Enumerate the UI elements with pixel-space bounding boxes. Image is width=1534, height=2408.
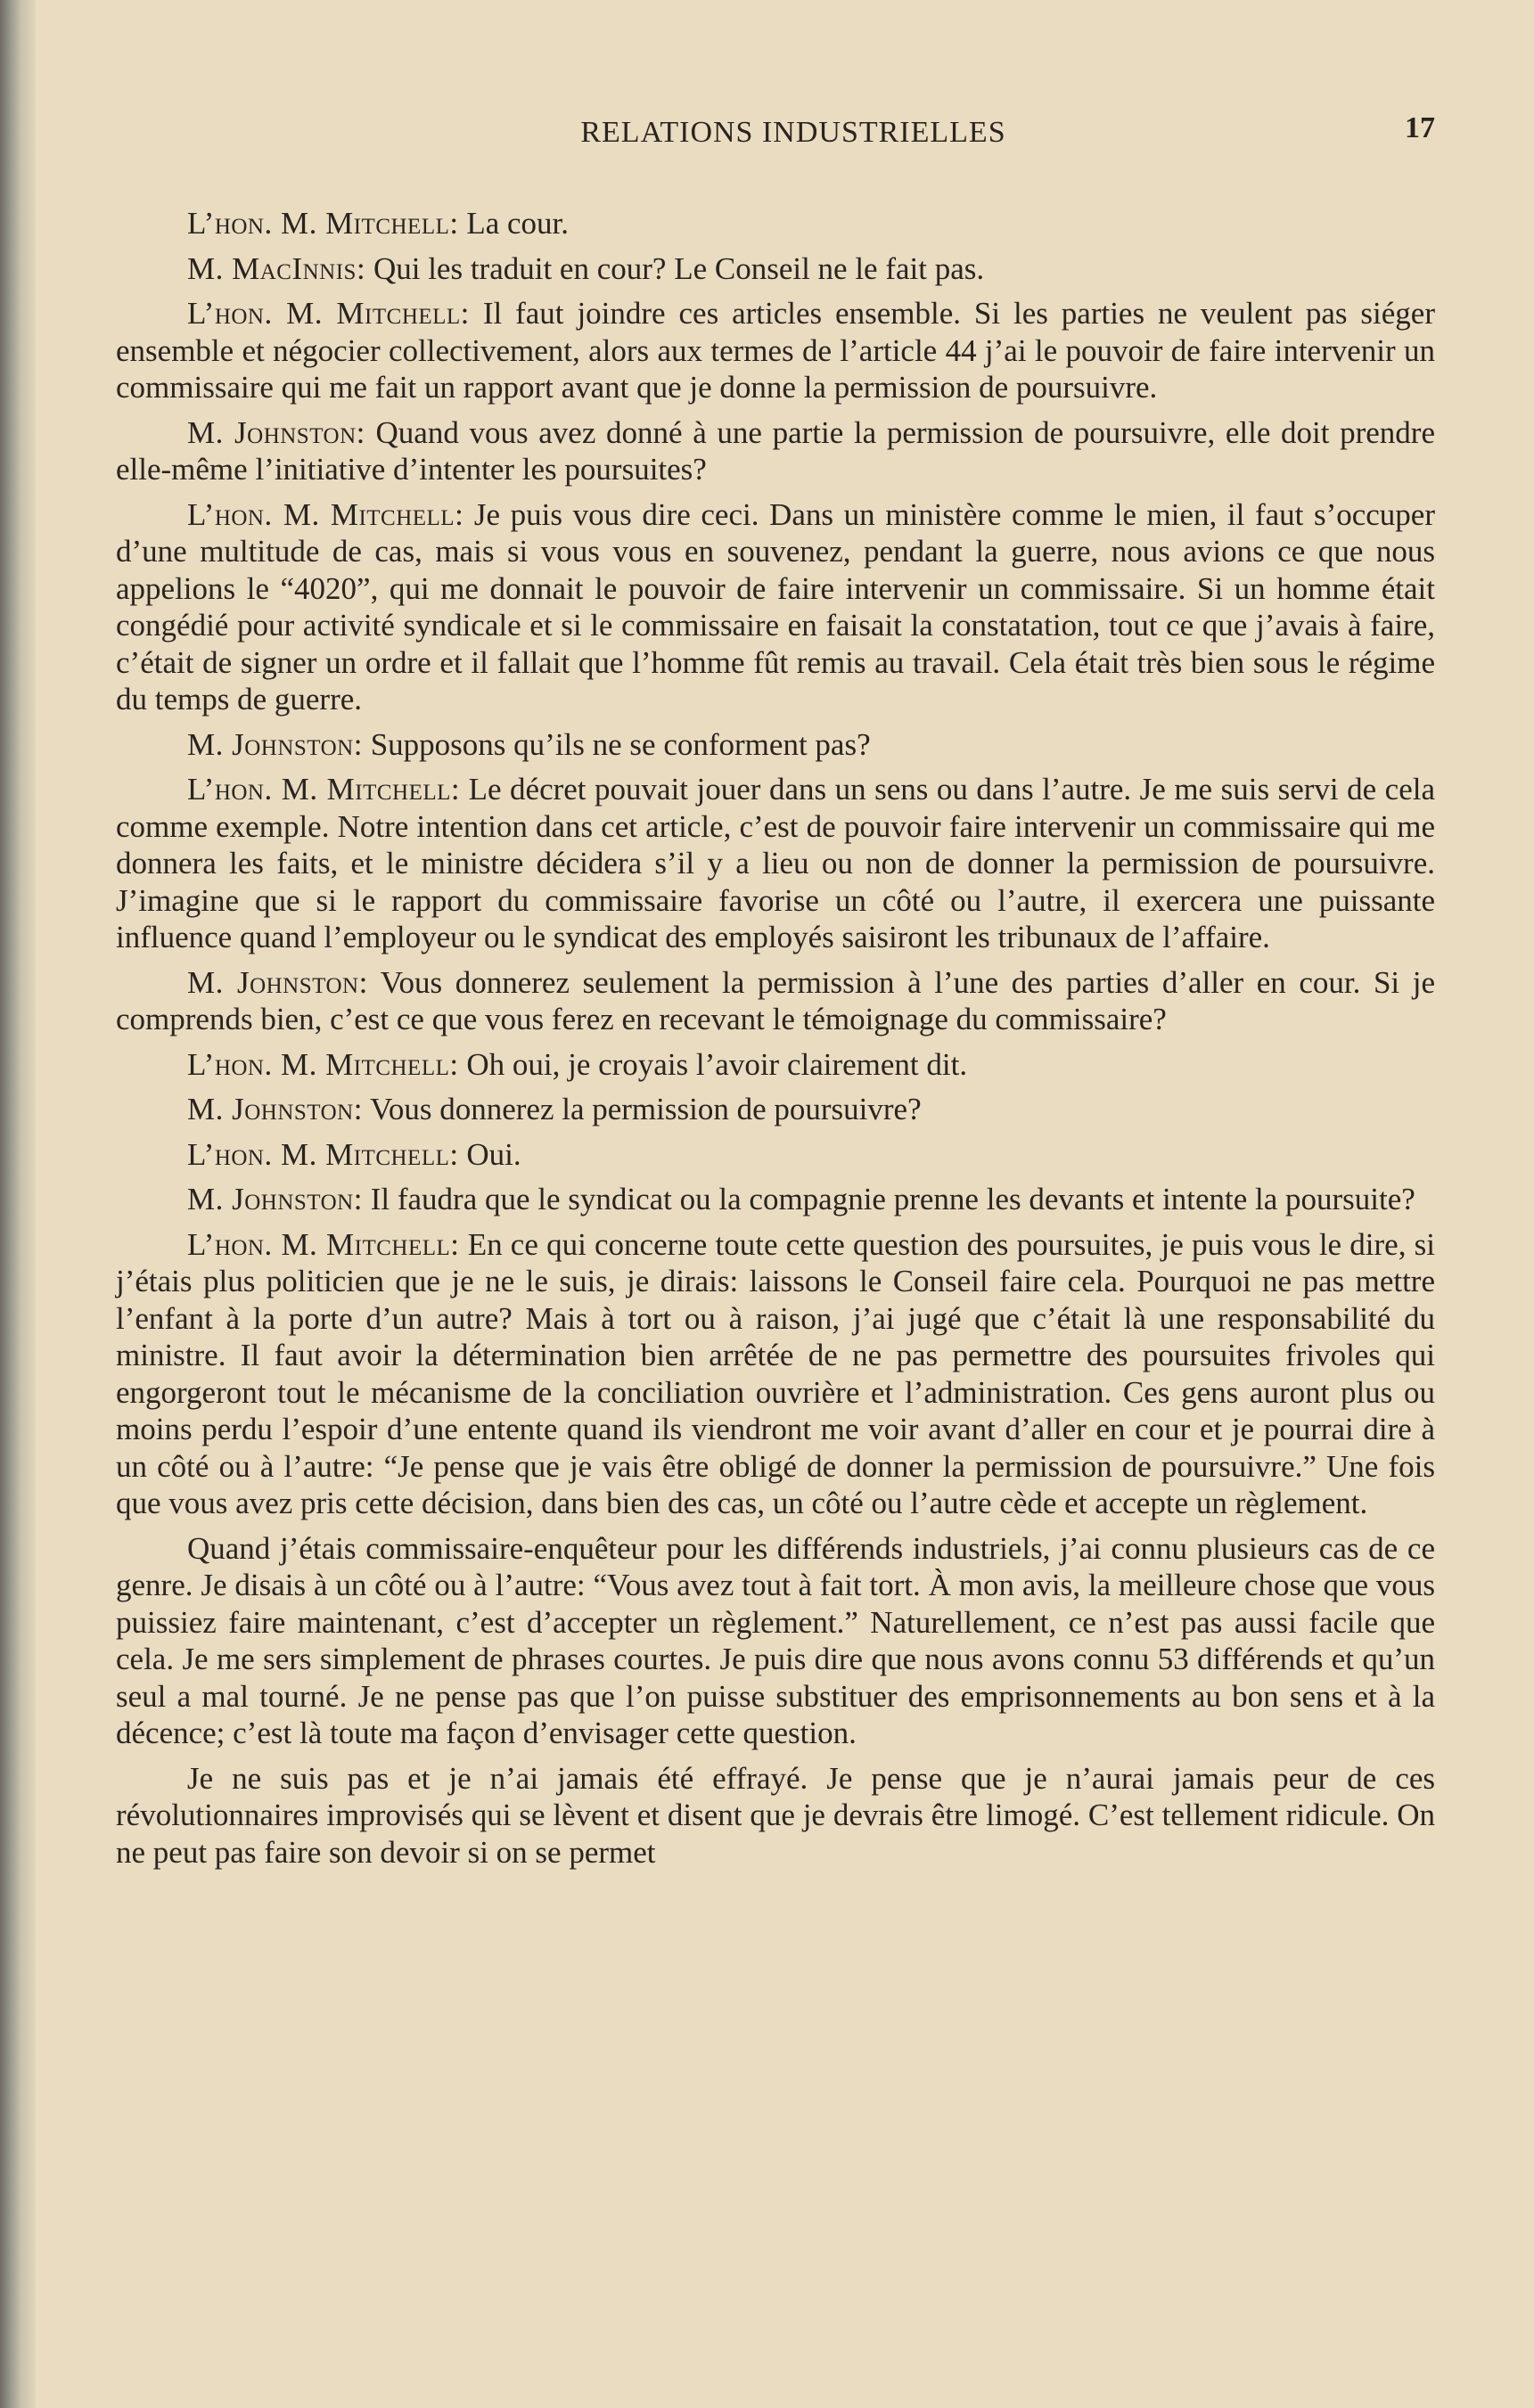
speaker-label: M. Johnston:: [187, 414, 365, 450]
paragraph-text: Oh oui, je croyais l’avoir clairement dit.: [458, 1046, 968, 1082]
paragraph-text: Quand vous avez donné à une partie la permission de poursuivre, elle doit prendre elle-même l’initiative d’intenter les poursuites?: [116, 414, 1435, 487]
paragraph-3: [116, 295, 1435, 406]
speaker-label: M. Johnston:: [187, 1182, 363, 1216]
paragraph-text: En ce qui concerne toute cette question des poursuites, je puis vous le dire, si j’étais plus politicien que je ne le suis, je dirais: laissons le Conseil faire cela. Pourquoi ne pas mettre l’enfant à la porte d’un autre? Mais à tort ou à raison, j’ai jugé que c’était là une responsabilité du ministre. Il faut avoir la détermination bien arrêtée de ne pas permettre des poursuites frivoles qui engorgeront tout le mécanisme de la conciliation ouvrière et l’administration. Ces gens auront plus ou moins perdu l’espoir d’une entente quand ils viendront me voir avant d’aller en cour et je pourrai dire à un côté ou à l’autre: “Je pense que je vais être obligé de donner la permission de poursuivre.” Une fois que vous avez pris cette décision, dans bien des cas, un côté ou l’autre cède et accepte un règlement.: [116, 1226, 1435, 1520]
running-title: RELATIONS INDUSTRIELLES: [580, 116, 1006, 149]
paragraph-text: Le décret pouvait jouer dans un sens ou dans l’autre. Je me suis servi de cela comme exemple. Notre intention dans cet article, c’est de pouvoir faire intervenir un commissaire qui me donnera les faits, et le ministre décidera s’il y a lieu ou non de donner la permission de poursuivre. J’imagine que si le rapport du commissaire favorise un côté ou l’autre, il exercera une puissante influence quand l’employeur ou le syndicat des employés saisiront les tribunaux de l’affaire.: [116, 772, 1435, 954]
paragraph-text: Je puis vous dire ceci. Dans un ministère comme le mien, il faut s’occuper d’une multitude de cas, mais si vous vous en souvenez, pendant la guerre, nous avions ce que nous appelions le “4020”, qui me donnait le pouvoir de faire intervenir un commissaire. Si un homme était congédié pour activité syndicale et si le commissaire en faisait la constatation, tout ce que j’avais à faire, c’était de signer un ordre et il fallait que l’homme fût remis au travail. Cela était très bien sous le régime du temps de guerre.: [116, 496, 1435, 717]
paragraph-text: Il faut joindre ces articles ensemble. Si les parties ne veulent pas siéger ensemble et négocier collectivement, alors aux termes de l’article 44 j’ai le pouvoir de faire intervenir un commissaire qui me fait un rapport avant que je donne la permission de poursuivre.: [116, 296, 1435, 405]
speaker-label: L’hon. M. Mitchell:: [187, 206, 459, 241]
speaker-label: L’hon. M. Mitchell:: [187, 1136, 459, 1172]
speaker-label: M. Johnston:: [187, 1092, 363, 1126]
body-text: [116, 205, 1471, 1871]
paragraph-text: Supposons qu’ils ne se conforment pas?: [362, 726, 871, 762]
running-head: [116, 107, 1471, 160]
paragraph-text: La cour.: [458, 206, 570, 241]
paragraph-7: [116, 771, 1435, 956]
paragraph-15: [116, 1760, 1435, 1872]
paragraph-4: [116, 414, 1435, 488]
speaker-label: L’hon. M. Mitchell:: [187, 1046, 459, 1082]
speaker-label: L’hon. M. Mitchell:: [187, 772, 461, 807]
paragraph-text: Oui.: [458, 1136, 521, 1172]
paragraph-text: Vous donnerez seulement la permission à l’une des parties d’aller en cour. Si je comprends bien, c’est ce que vous ferez en recevant le témoignage du commissaire?: [116, 964, 1435, 1036]
paragraph-text: Il faudra que le syndicat ou la compagnie prenne les devants et intente la poursuite?: [362, 1182, 1415, 1216]
paragraph-1: [116, 205, 1435, 242]
speaker-label: M. Johnston:: [187, 964, 368, 1000]
paragraph-text: Qui les traduit en cour? Le Conseil ne le fait pas.: [365, 250, 985, 286]
paragraph-10: [116, 1091, 1435, 1128]
speaker-label: L’hon. M. Mitchell:: [187, 1226, 460, 1262]
paragraph-5: [116, 496, 1435, 718]
paragraph-11: [116, 1136, 1435, 1174]
speaker-label: L’hon. M. Mitchell:: [187, 496, 464, 532]
paragraph-13: [116, 1226, 1435, 1522]
speaker-label: M. MacInnis:: [187, 250, 366, 286]
paragraph-text: Vous donnerez la permission de poursuivre?: [362, 1092, 922, 1126]
paragraph-9: [116, 1046, 1435, 1084]
paragraph-text: Je ne suis pas et je n’ai jamais été effrayé. Je pense que je n’aurai jamais peur de ces révolutionnaires improvisés qui se lèvent et disent que je devrais être limogé. C’est tellement ridicule. On ne peut pas faire son devoir si on se permet: [116, 1760, 1435, 1870]
page-number: 17: [1405, 111, 1435, 144]
paragraph-12: [116, 1181, 1435, 1218]
paragraph-8: [116, 964, 1435, 1038]
document-page: [116, 107, 1471, 1879]
paragraph-14: [116, 1530, 1435, 1752]
paragraph-text: Quand j’étais commissaire-enquêteur pour les différends industriels, j’ai connu plusieurs cas de ce genre. Je disais à un côté ou à l’autre: “Vous avez tout à fait tort. À mon avis, la meilleure chose que vous puissiez faire maintenant, c’est d’accepter un règlement.” Naturellement, ce n’est pas aussi facile que cela. Je me sers simplement de phrases courtes. Je puis dire que nous avons connu 53 différends et qu’un seul a mal tourné. Je ne pense pas que l’on puisse substituer des emprisonnements au bon sens et à la décence; c’est là toute ma façon d’envisager cette question.: [116, 1530, 1435, 1750]
speaker-label: L’hon. M. Mitchell:: [187, 296, 470, 331]
paragraph-2: [116, 250, 1435, 288]
page-binding-edge: [0, 0, 36, 2408]
speaker-label: M. Johnston:: [187, 726, 363, 762]
paragraph-6: [116, 726, 1435, 764]
